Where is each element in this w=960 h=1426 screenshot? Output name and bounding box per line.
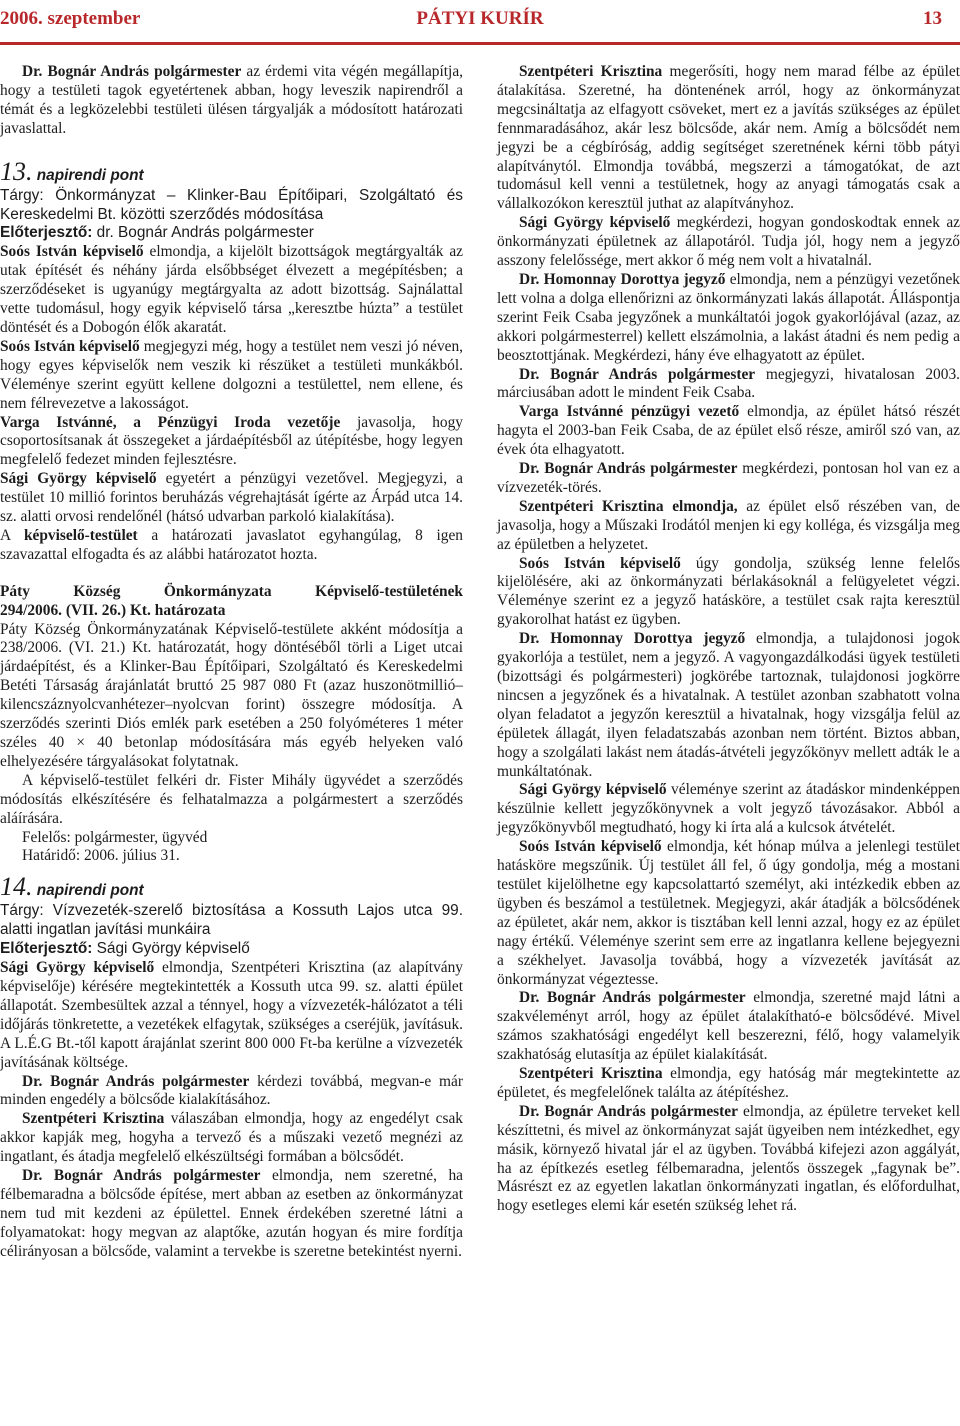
agenda-item-14 <box>0 872 463 902</box>
header-rule <box>0 42 960 45</box>
responsible: Felelős: polgármester, ügyvéd <box>22 828 208 846</box>
resolution-heading-number: 294/2006. (VII. 26.) Kt. határozata <box>0 601 226 619</box>
speaker: Szentpéteri Krisztina <box>519 63 663 80</box>
speaker: Sági György képviselő <box>0 959 155 977</box>
speaker: Dr. Homonnay Dorottya jegyző <box>519 270 726 288</box>
paragraph: Dr. Bognár András polgármester megkérdezi, pontosan hol van ez a vízvezeték-törés. <box>497 460 960 496</box>
speaker: Szentpéteri Krisztina elmondja, <box>519 497 738 515</box>
paragraph: Varga Istvánné, a Pénzügyi Iroda vezetője javasolja, hogy csoportosítsanak át összegeket a járdaépítésből az útépítésbe, hogy legyen megfelelő fedezet minden fejlesztésre. <box>0 413 463 469</box>
agenda-number: 13. <box>0 156 33 186</box>
paragraph: Sági György képviselő egyetért a pénzügyi vezetővel. Megjegyzi, a testület 10 millió forintos beruházás végrehajtását ígérte az Árpád utca 14. sz. alatti orvosi rendelőnél (hátsó udvarban parkoló kialakítása). <box>0 470 464 526</box>
speaker: Sági György képviselő <box>519 781 667 799</box>
agenda-label: napirendi pont <box>32 882 144 900</box>
speaker: Soós István képviselő <box>519 554 681 572</box>
agenda-presenter: Előterjesztő: dr. Bognár András polgármester <box>0 224 314 242</box>
paragraph: Sági György képviselő elmondja, Szentpéteri Krisztina (az alapítvány képviselője) kérésére megtekintették a Kossuth utca 99. sz. alatti épület állapotát. Szembesültek azzal a ténnyel, hogy a vízvezeték-hálózatot a téli időjárás tönkretette, a vezetékek elfagytak, szükséges a cseréjük, javításuk. A L.É.G Bt.-től kapott árajánlat szerint 800 000 Ft-ba kerülne a vízvezeték javításának költsége. <box>0 959 463 1071</box>
right-column <box>497 63 960 1216</box>
resolution-heading: Páty Község Önkormányzata Képviselő-testületének <box>0 582 463 600</box>
paragraph: Sági György képviselő véleménye szerint az átadáskor mindenképpen készülnie kellett jegyzőkönyvnek a volt jegyző távozásakor. Abból a jegyzőkönyvből megtudható, hogy ki írta alá a kulcsok átvételét. <box>497 781 960 837</box>
paragraph: Szentpéteri Krisztina válaszában elmondja, hogy az engedélyt csak akkor kapják meg, hogyha a tervező és a műszaki vezető megnézi az ingatlant, és átadja megfelelő elkészültségi formában a bölcsődét. <box>0 1110 463 1166</box>
paragraph: Szentpéteri Krisztina elmondja, egy hatóság már megtekintette az épületet, és megfelelőnek találta az átépítéshez. <box>497 1065 960 1101</box>
paragraph: Dr. Bognár András polgármester elmondja, az épületre terveket kell készíttetni, és mivel az önkormányzat saját ügyeiben nem intézkedhet, egy másik, környező hivatal jár el az ügyben. Továbbá kifejezi azon aggályát, ha az építkezés esetleg félbemaradna, jelentős összegek „fagynak be”. Másrészt ez az egyetlen lakatlan önkormányzati ingatlan, és előfordulhat, hogy esetleges elemi kár esetén szükség lehet rá. <box>497 1102 960 1215</box>
paragraph: Dr. Bognár András polgármester kérdezi továbbá, megvan-e már minden engedély a bölcsőde kialakításához. <box>0 1072 463 1109</box>
speaker: Dr. Bognár András polgármester <box>22 63 242 80</box>
speaker: Varga Istvánné, a Pénzügyi Iroda vezetője <box>0 413 341 431</box>
deadline: Határidő: 2006. július 31. <box>22 847 180 865</box>
agenda-subject: Tárgy: Önkormányzat – Klinker-Bau Építőipari, Szolgáltató és Kereskedelmi Bt. közötti szerződés módosítása <box>0 186 463 223</box>
speaker: Dr. Bognár András polgármester <box>519 460 738 478</box>
speaker: Sági György képviselő <box>519 214 671 232</box>
resolution-text: Páty Község Önkormányzatának Képviselő-testülete akként módosítja a 238/2006. (VI. 21.) Kt. határozatát, hogy döntéséből törli a Liget utcai járdaépítést, és a Klinker-Bau Építőipari, Szolgáltató és Kereskedelmi Betéti Társaság árajánlatát bruttó 25 987 080 Ft (azaz huszonötmillió–kilencszáznyolcvanhétezer–nyolcvan forint) összegre módosítja. A szerződés szerinti Diós emlék park esetében a 250 folyóméteres 1 méter széles 40 × 40 betonlap módosítására más egyéb helyeken való elhelyezésére tárgyalásokat folytatnak. <box>0 620 463 770</box>
left-column <box>0 63 463 1262</box>
paragraph: Soós István képviselő úgy gondolja, szükség lenne felelős kijelölésére, aki az önkormányzati bérlakásoknál a felügyeletet végzi. Véleménye szerint ez a jegyző hatásköre, a testület csak rajta keresztül gyakorolhat hatást ez ügyben. <box>497 554 960 629</box>
paragraph: Dr. Bognár András polgármester az érdemi vita végén megállapítja, hogy a testületi tagok egyetértenek abban, hogy leveszik napirendről a témát és a legközelebbi testületi ülésen tárgyalják a módosított határozati javaslattal. <box>0 63 464 137</box>
issue-date: 2006. szeptember <box>0 8 141 29</box>
speaker: Dr. Bognár András polgármester <box>519 365 756 383</box>
speaker: Szentpéteri Krisztina <box>519 1065 663 1083</box>
paragraph: Soós István képviselő elmondja, a kijelölt bizottságok megtárgyalták az utak építését és néhány járda elsőbbséget élvezett a megépítésben; a szerződéseket is ugyanúgy megtárgyalta az adott bizottság. Sajnálattal vette tudomásul, hogy egyik képviselő társa „keresztbe húzta” a testület döntését és a Dobogón élők akaratát. <box>0 243 464 336</box>
agenda-number: 14. <box>0 872 33 902</box>
paragraph: Varga Istvánné pénzügyi vezető elmondja, az épület hátsó részét hagyta el 2003-ban Feik Csaba, de az épület első része, amiről szó van, az évek óta elhagyatott. <box>497 403 960 459</box>
speaker: Dr. Homonnay Dorottya jegyző <box>519 630 746 648</box>
speaker: képviselő-testület <box>23 526 138 544</box>
paragraph: A képviselő-testület a határozati javaslatot egyhangúlag, 8 igen szavazattal elfogadta és az alábbi határozatot hozta. <box>0 526 463 563</box>
paragraph: Soós István képviselő elmondja, két hónap múlva a jelenlegi testület hatásköre megszűnik. Új testület áll fel, ő úgy gondolja, még a mostani testület kijelölhetne egy kapcsolattartó személyt, aki intézkedik ebben az ügyben és beszámol a testületnek. Megjegyzi, akár átadják a bölcsődének az épületet, akár nem, akkor is tisztában kell lenni azzal, hogy ez az épület nagy értékű. Véleménye szerint sem erre az ingatlanra kellene bejegyezni a székhelyet. Javasolja továbbá, hogy a vízvezeték javítását az önkormányzat végeztesse. <box>497 838 960 988</box>
speaker: Soós István képviselő <box>0 243 144 261</box>
speaker: Dr. Bognár András polgármester <box>22 1167 261 1185</box>
speaker: Soós István képviselő <box>519 838 662 856</box>
paragraph: Soós István képviselő megjegyzi még, hogy a testület nem veszi jó néven, hogy egyes képviselők nem veszik ki részüket a testületi munkákból. Véleménye szerint együtt kellene dolgozni a testülettel, nem ellene, és nem félrevezetve a lakosságot. <box>0 337 464 412</box>
page-header <box>0 0 960 46</box>
paragraph: Dr. Bognár András polgármester megjegyzi, hivatalosan 2003. márciusában adott le mindent Feik Csaba. <box>497 365 960 402</box>
speaker: Szentpéteri Krisztina <box>22 1110 165 1128</box>
paragraph: Dr. Bognár András polgármester elmondja, nem szeretné, ha félbemaradna a bölcsőde építése, mert abban az esetben az önkormányzat nem tud mit kezdeni az épülettel. Ennek érdekében szeretné látni a folyamatokat: hogy megvan az alaptőke, azután hogyan és mire fordítja célirányosan a bölcsőde, valamint a tervekbe is szeretne betekintést nyerni. <box>0 1167 463 1260</box>
speaker: Varga Istvánné pénzügyi vezető <box>519 403 740 421</box>
paragraph: Sági György képviselő megkérdezi, hogyan gondoskodtak ennek az önkormányzati épületnek az állapotáról. Tudja jól, hogy nem a jegyző asszony felelőssége, mert akkor ő még nem volt a hivatalnál. <box>497 214 960 270</box>
paragraph: Dr. Bognár András polgármester elmondja, szeretné majd látni a szakvéleményt arról, hogy az épület átalakítható-e bölcsődévé. Mivel számos szakhatósági engedélyt kell beszerezni, félő, hogy valamelyik szakhatóság elutasítja az épület kialakítását. <box>497 989 960 1064</box>
agenda-subject: Tárgy: Vízvezeték-szerelő biztosítása a Kossuth Lajos utca 99. alatti ingatlan javítási munkáira <box>0 902 463 939</box>
speaker: Dr. Bognár András polgármester <box>22 1072 250 1090</box>
speaker: Sági György képviselő <box>0 470 157 488</box>
speaker: Dr. Bognár András polgármester <box>519 1102 738 1120</box>
paragraph: Szentpéteri Krisztina elmondja, az épület első részében van, de javasolja, hogy a Műszaki Irodától menjen ki egy kolléga, és vizsgálja meg az épületben a helyzetet. <box>497 497 960 553</box>
agenda-presenter: Előterjesztő: Sági György képviselő <box>0 940 250 958</box>
paragraph: Dr. Homonnay Dorottya jegyző elmondja, nem a pénzügyi vezetőnek lett volna a dolga ellenőrizni az önkormányzati lakás állapotát. Álláspontja szerint Feik Csaba jegyzőnek a munkáltatói jogok gyakorlójával (azaz, az akkori polgármesterrel) kellett elszámolnia, a lakást átadni és nem pedig a beosztottjának. Megkérdezi, hány éve elhagyatott az épület. <box>497 270 960 364</box>
resolution-text-2: A képviselő-testület felkéri dr. Fister Mihály ügyvédet a szerződés módosítás elkészítésére és felhatalmazza a polgármestert a szerződés aláírására. <box>0 771 463 827</box>
newspaper-title: PÁTYI KURÍR <box>416 8 544 29</box>
paragraph: Szentpéteri Krisztina megerősíti, hogy nem marad félbe az épület átalakítása. Szeretné, ha döntenének arról, hogy az önkormányzat megcsináltatja az elfagyott csöveket, mert ez a javítás szükséges az épület fennmaradásához, akár lesz bölcsőde, akár nem. Amíg a bölcsődét nem jegyzi be a cégbíróság, addig segítséget szeretnének kérni több pátyi alapítványtól. Elmondja továbbá, megszerzi a támogatókat, de azt tudomásul kell venni a testületnek, hogy az anyagi támogatás csak a vállalkozókon keresztül juthat az alapítványhoz. <box>497 63 960 213</box>
agenda-label: napirendi pont <box>32 166 144 184</box>
paragraph: Dr. Homonnay Dorottya jegyző elmondja, a tulajdonosi jogok gyakorlója a testület, nem a jegyző. A vagyongazdálkodási ügyek testületi (bizottsági és polgármesteri) jogkörébe tartoznak, tulajdonosi jogkörre nincsen a jegyzőnek és a hivatalnak. A testület azonban szabhatott volna olyan feladatot a jegyzőn keresztül a hivatalnak, hogy vizsgálja felül az épületek állagát, ilyen feladatszabás azonban nem történt. Biztos abban, hogy a szolgálati lakást nem átadás-átvételi jegyzőkönyv mellett adták le a munkáltatónak. <box>497 630 960 780</box>
agenda-item-13 <box>0 157 463 187</box>
page-number: 13 <box>923 8 942 29</box>
speaker: Dr. Bognár András polgármester <box>519 989 746 1007</box>
speaker: Soós István képviselő <box>0 337 140 355</box>
